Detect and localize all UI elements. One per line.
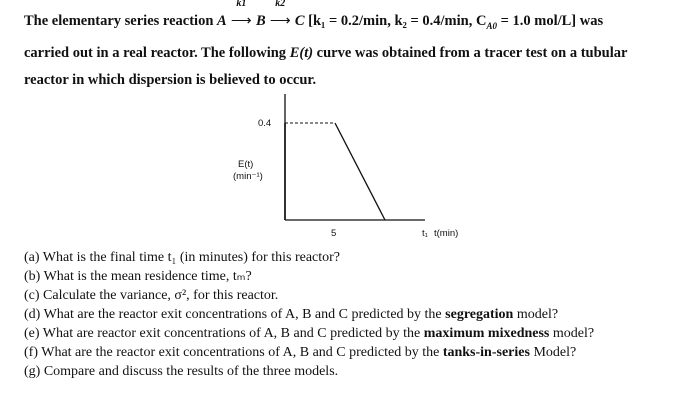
question-f: (f) What are the reactor exit concentrations of A, B and C predicted by the tanks-in-series Model? — [24, 345, 577, 360]
question-list — [24, 248, 694, 381]
statement-line-1: The elementary series reaction A k1 ⟶ B k2 ⟶ C [k₁ = 0.2/min, k₂ = 0.4/min, $C_{A0} = 1.0$ mol/L] was — [24, 8, 686, 40]
problem-statement — [24, 0, 686, 94]
question-d: (d) What are the reactor exit concentrations of A, B and C predicted by the segregation model? — [24, 307, 559, 322]
rate-parameters: [k₁ = 0.2/min, k₂ = 0.4/min, C — [304, 13, 487, 29]
reaction-arrow-1: k1 ⟶ — [230, 0, 252, 29]
et-curve-chart — [225, 94, 505, 244]
question-c: (c) Calculate the variance, σ², for this reactor. — [24, 288, 279, 303]
question-e: (e) What are reactor exit concentrations of A, B and C predicted by the maximum mixedness model? — [24, 326, 595, 341]
et-curve-figure — [225, 94, 505, 244]
curve-decline-segment — [335, 123, 385, 220]
statement-line-3: reactor in which dispersion is believed to occur. — [24, 71, 317, 88]
species-b: B — [255, 13, 266, 29]
question-a: (a) What is the final time t₁ (in minutes) for this reactor? — [24, 250, 341, 265]
x-tick-label-t1: t₁ — [422, 228, 428, 239]
reaction-arrow-2: k2 ⟶ — [269, 0, 291, 29]
y-axis-label-line1: E(t) — [238, 159, 254, 170]
x-axis-label: t(min) — [434, 228, 459, 239]
species-c: C — [294, 13, 305, 29]
question-b: (b) What is the mean residence time, tₘ? — [24, 269, 252, 284]
question-g: (g) Compare and discuss the results of the three models. — [24, 364, 339, 379]
x-tick-label-5: 5 — [331, 228, 337, 239]
statement-line-2: carried out in a real reactor. The following E(t) curve was obtained from a tracer test on a tubular — [24, 44, 628, 61]
species-a: A — [217, 13, 227, 29]
y-tick-label: 0.4 — [258, 118, 272, 129]
y-axis-label-line2: (min⁻¹) — [233, 171, 263, 182]
